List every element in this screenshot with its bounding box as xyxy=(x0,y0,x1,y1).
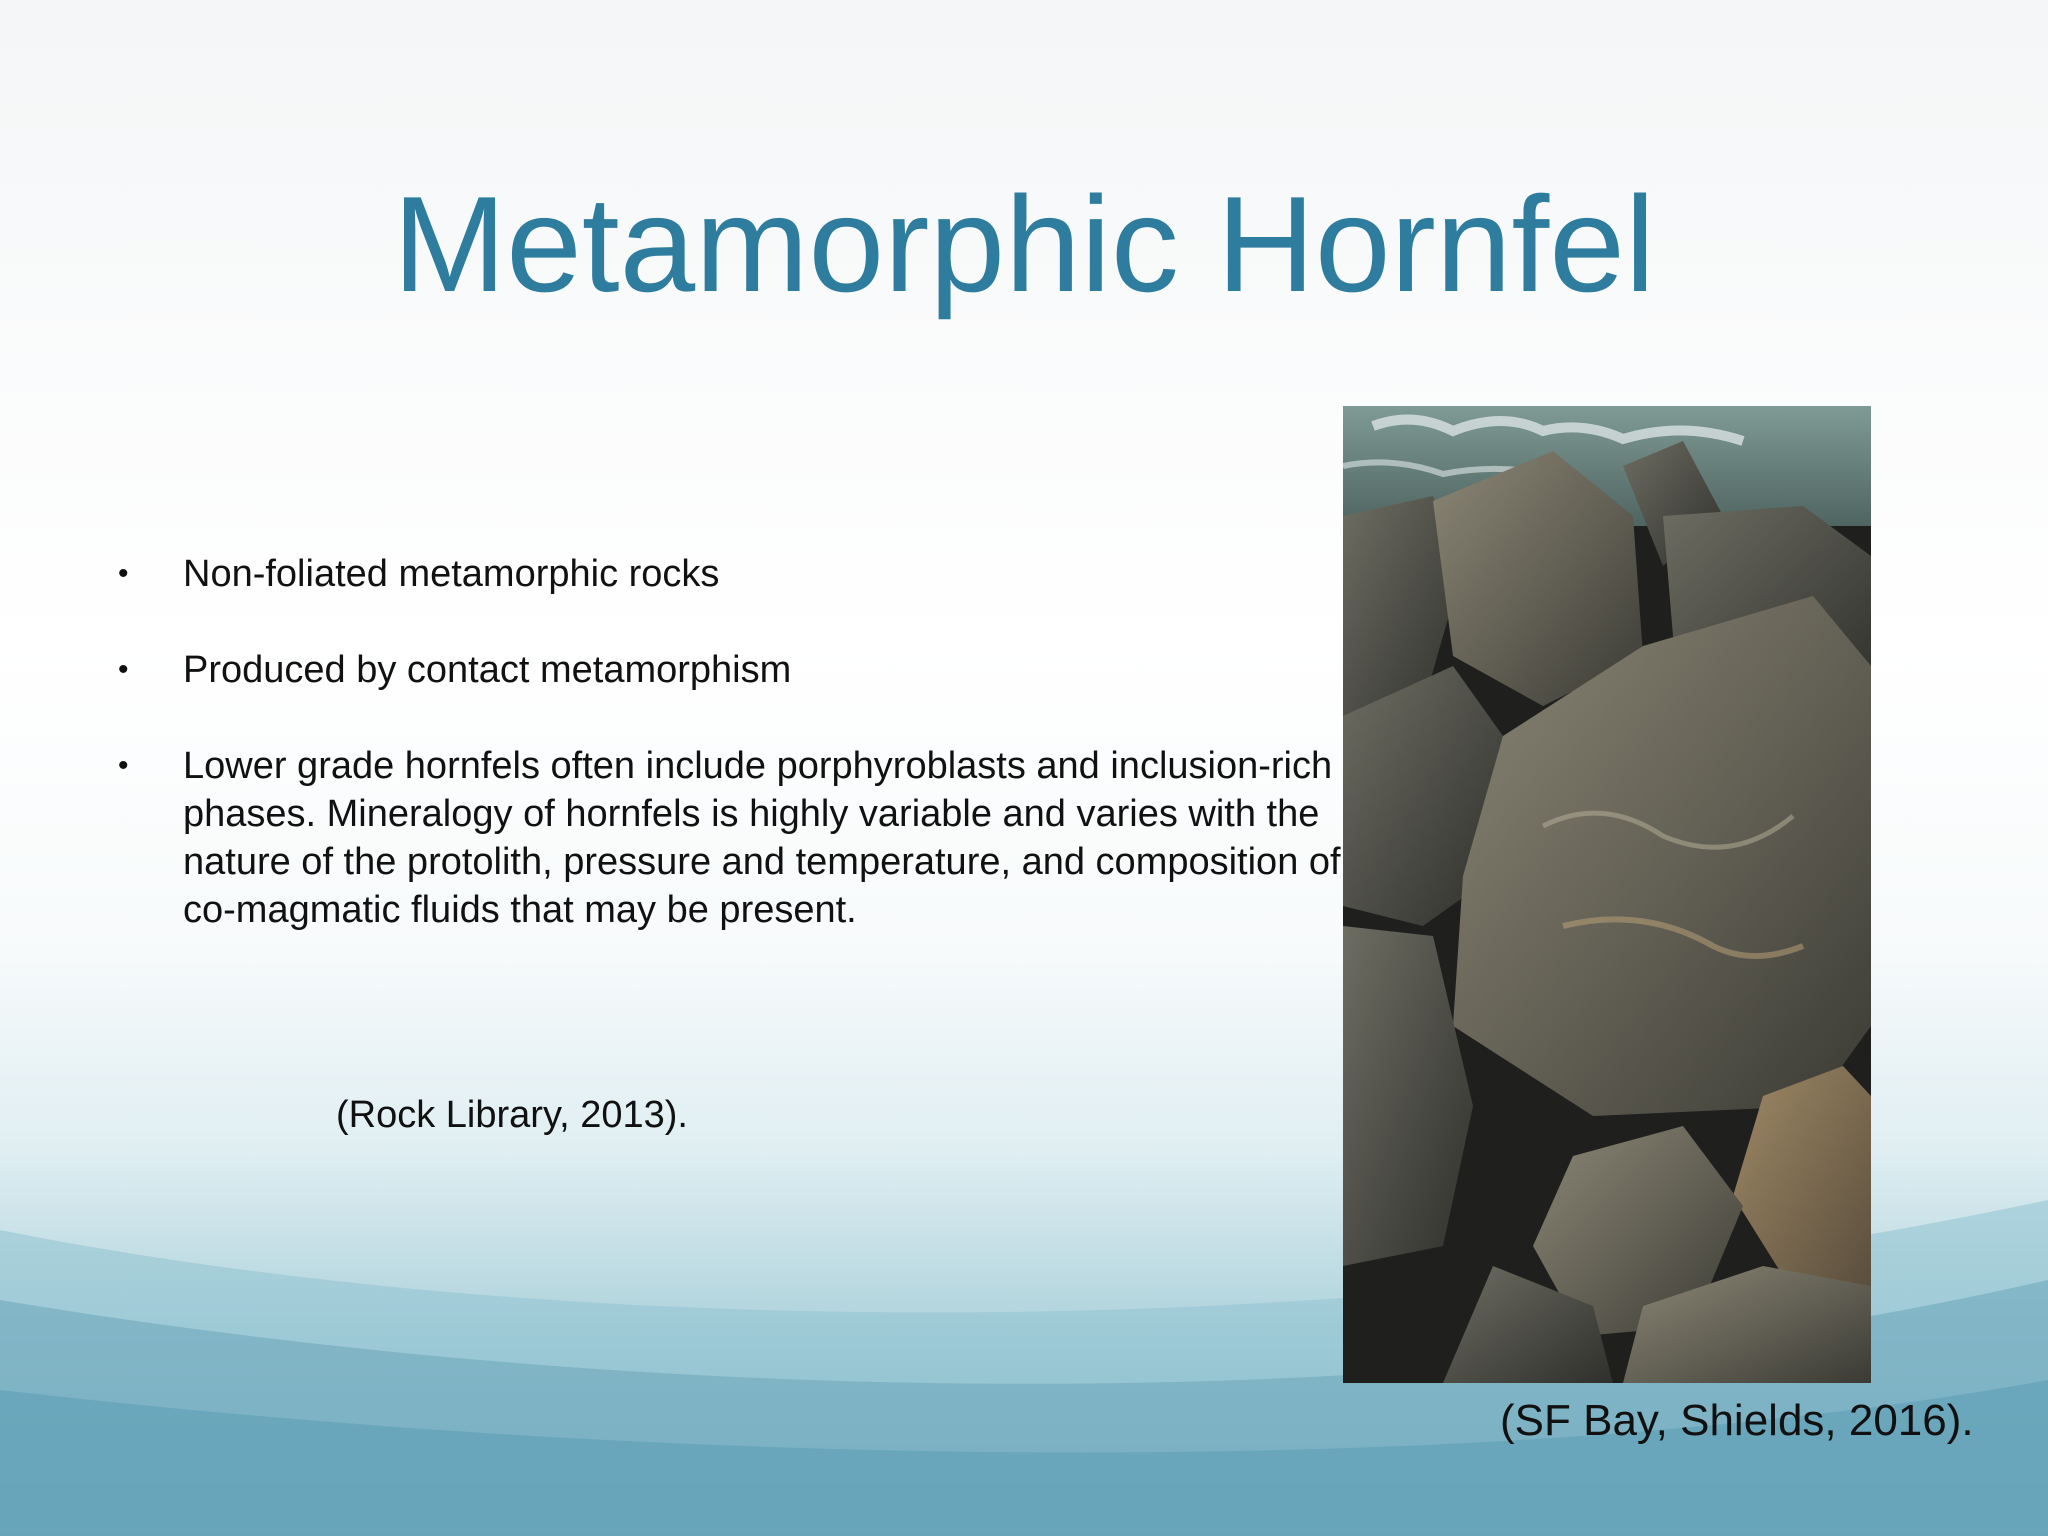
bullet-item xyxy=(115,550,1345,598)
bullet-dot-icon: • xyxy=(118,557,129,590)
bullet-text: Produced by contact metamorphism xyxy=(183,649,792,691)
slide-title: Metamorphic Hornfel xyxy=(392,168,1656,320)
bullet-item xyxy=(115,646,1345,694)
rock-photo xyxy=(1343,406,1871,1383)
text-citation: (Rock Library, 2013). xyxy=(336,1094,688,1136)
photo-citation: (SF Bay, Shields, 2016). xyxy=(1500,1396,1974,1445)
bullet-text: Lower grade hornfels often include porphyroblasts and inclusion-rich phases. Mineralogy of hornfels is highly variable and varies with the nature of the protolith, pressure and temperature, and composition of co-magmatic fluids that may be present. xyxy=(183,745,1341,931)
bullet-list xyxy=(115,550,1345,982)
bullet-dot-icon: • xyxy=(118,653,129,686)
bullet-item xyxy=(115,742,1345,934)
bullet-text: Non-foliated metamorphic rocks xyxy=(183,553,720,595)
bullet-dot-icon: • xyxy=(118,749,129,782)
